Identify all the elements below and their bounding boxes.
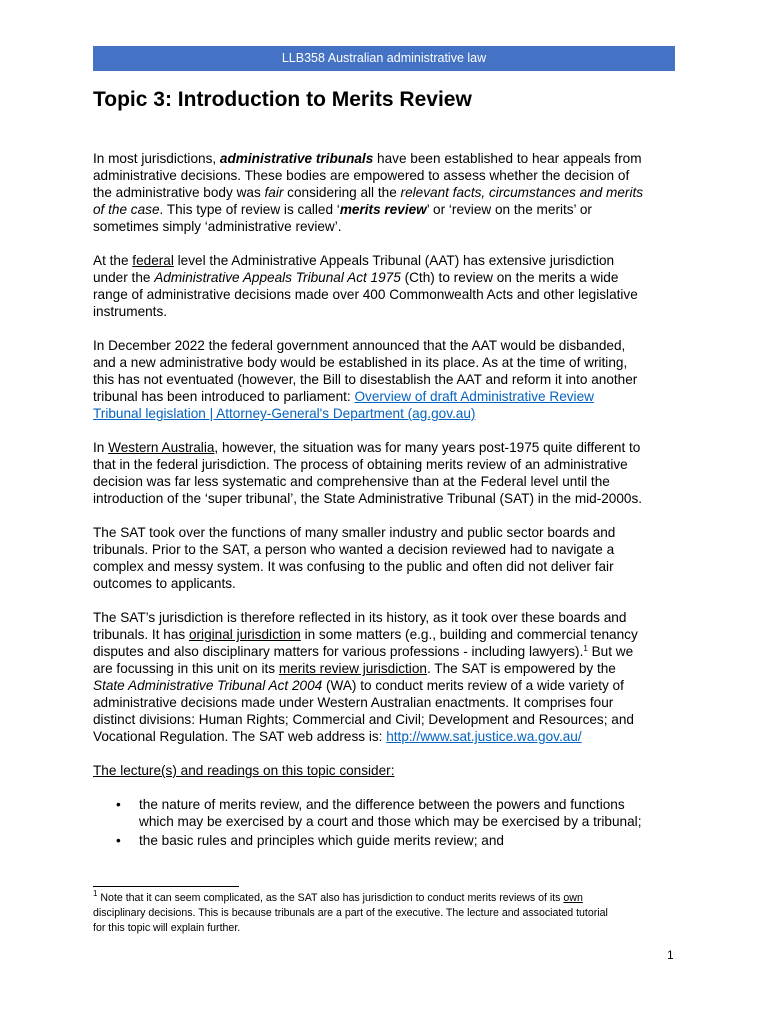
paragraph-sat-functions: The SAT took over the functions of many smaller industry and public sector boards and tribunals. Prior to the SAT, a person who wanted a decision reviewed had to navigate a complex and messy system. It was confusing to the public and often did not deliver fair outcomes to applicants. — [93, 525, 616, 591]
page-number: 1 — [667, 948, 674, 962]
footnote-divider — [93, 886, 239, 887]
page-title: Topic 3: Introduction to Merits Review — [93, 88, 472, 111]
paragraph-federal: At the federal level the Administrative Appeals Tribunal (AAT) has extensive jurisdiction under the Administrative Appeals Tribunal Act 1975 (Cth) to review on the merits a wide range of administrative decisions made over 400 Commonwealth Acts and other legislative instruments. — [93, 253, 638, 319]
footnote: $^1$ Note that it can seem complicated, as the SAT also has jurisdiction to conduct merits reviews of its own disciplinary decisions. This is because tribunals are a part of the executive. The lecture and associated tutorial for this topic will explain further. — [93, 889, 608, 934]
bullet-icon: • — [116, 797, 121, 812]
ag-gov-link-line2[interactable]: Tribunal legislation | Attorney-General's Department (ag.gov.au) — [93, 406, 476, 421]
topic-bullet-list — [93, 796, 683, 851]
list-item: • the basic rules and principles which guide merits review; and — [116, 833, 504, 848]
bullet-icon: • — [116, 833, 121, 848]
sat-website-link[interactable]: http://www.sat.justice.wa.gov.au/ — [386, 729, 582, 744]
course-banner: LLB358 Australian administrative law — [93, 46, 675, 71]
paragraph-intro: In most jurisdictions, administrative tribunals have been established to hear appeals from administrative decisions. These bodies are empowered to assess whether the decision of the administrative body was fair considering all the relevant facts, circumstances and merits of the case. This type of review is called ‘merits review’ or ‘review on the merits’ or sometimes simply ‘administrative review’. — [93, 151, 644, 234]
paragraph-sat-jurisdiction: The SAT’s jurisdiction is therefore reflected in its history, as it took over these boards and tribunals. It has original jurisdiction in some matters (e.g., building and commercial tenancy disputes and also disciplinary matters for various professions - including lawyers).$^1$ But we are focussing in this unit on its merits review jurisdiction. The SAT is empowered by the State Administrative Tribunal Act 2004 (WA) to conduct merits review of a wide variety of administrative decisions made under Western Australian enactments. It comprises four distinct divisions: Human Rights; Commercial and Civil; Development and Resources; and Vocational Regulation. The SAT web address is: http://www.sat.justice.wa.gov.au/ — [93, 610, 638, 744]
footnote-ref[interactable]: 1 — [583, 644, 588, 653]
paragraph-aat-disbanded: In December 2022 the federal government announced that the AAT would be disbanded, and a new administrative body would be established in its place. As at the time of writing, this has not eventuated (however, the Bill to disestablish the AAT and reform it into another tribunal has been introduced to parliament: Overview of draft Administrative Review Tribunal legislation | Attorney-General's Department (ag.gov.au) — [93, 338, 638, 421]
ag-gov-link-line1[interactable]: Overview of draft Administrative Review — [354, 389, 594, 404]
paragraph-western-australia: In Western Australia, however, the situation was for many years post-1975 quite different to that in the federal jurisdiction. The process of obtaining merits review of an administrative decision was far less systematic and comprehensive than at the Federal level until the introduction of the ‘super tribunal’, the State Administrative Tribunal (SAT) in the mid-2000s. — [93, 440, 643, 506]
lecture-heading: The lecture(s) and readings on this topic consider: — [93, 763, 395, 778]
list-item: • the nature of merits review, and the difference between the powers and functions which may be exercised by a court and those which may be exercised by a tribunal; — [116, 797, 642, 829]
